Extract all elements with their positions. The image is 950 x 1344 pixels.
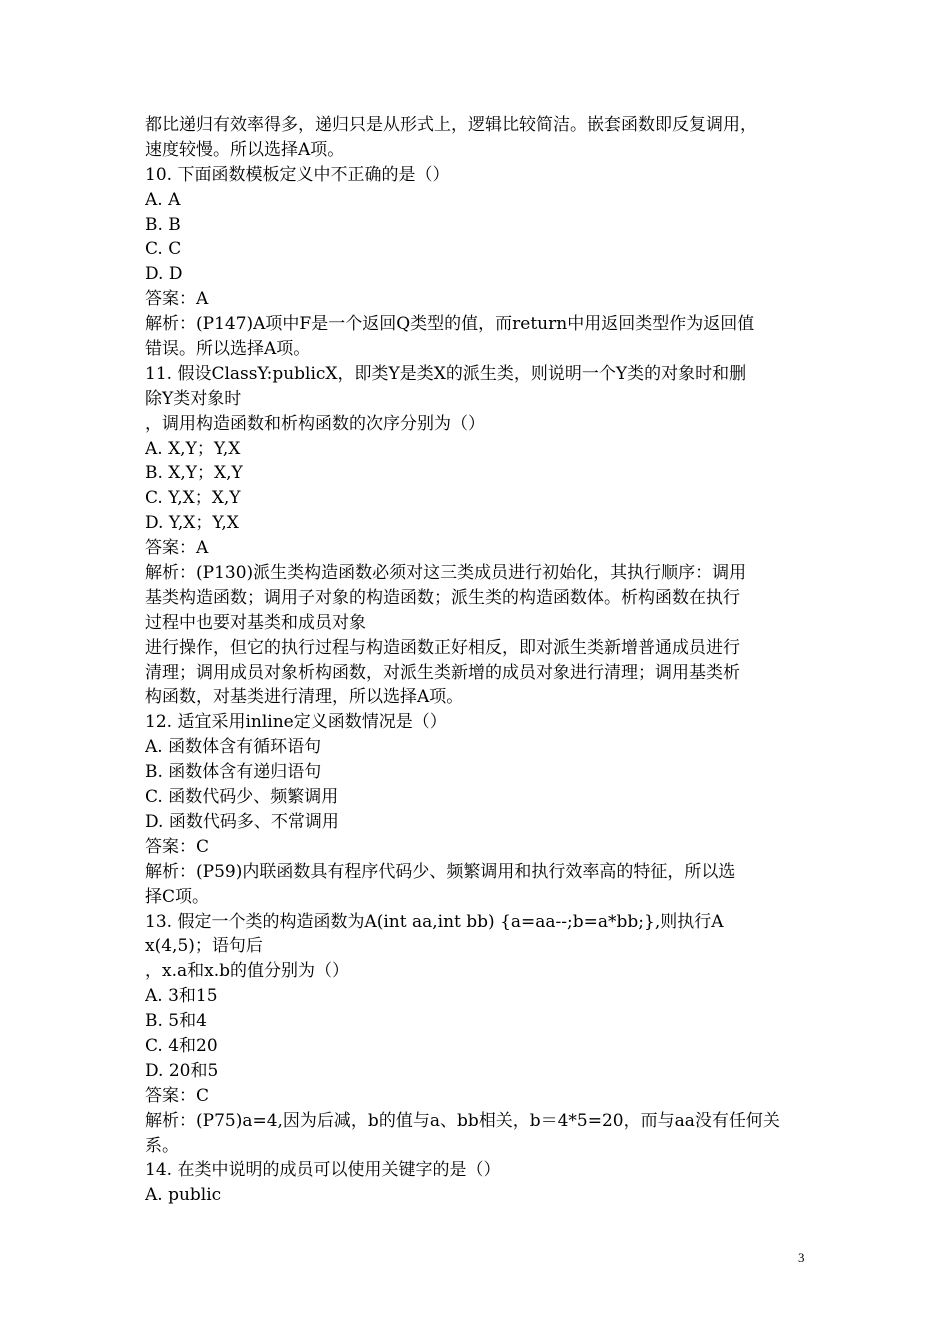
option-a: A. 3和15 [145, 986, 218, 1007]
explanation: 错误。所以选择A项。 [145, 339, 311, 360]
answer: 答案：C [145, 836, 210, 857]
explanation: 基类构造函数；调用子对象的构造函数；派生类的构造函数体。析构函数在执行 [145, 587, 740, 608]
option-a: A. 函数体含有循环语句 [145, 737, 322, 758]
answer: 答案：A [145, 538, 209, 559]
explanation: 系。 [145, 1135, 179, 1156]
answer: 答案：C [145, 1085, 210, 1106]
option-d: D. 函数代码多、不常调用 [145, 811, 339, 832]
option-a: A. public [145, 1185, 222, 1206]
explanation: 解析：(P130)派生类构造函数必须对这三类成员进行初始化，其执行顺序：调用 [145, 563, 747, 584]
explanation: 解析：(P59)内联函数具有程序代码少、频繁调用和执行效率高的特征，所以选 [145, 861, 736, 882]
page-content [145, 113, 810, 1208]
option-c: C. 4和20 [145, 1035, 218, 1056]
text-line: 速度较慢。所以选择A项。 [145, 139, 345, 160]
question-11: ，调用构造函数和析构函数的次序分别为（） [145, 413, 485, 434]
page-number: 3 [798, 1250, 805, 1265]
option-b: B. B [145, 214, 181, 235]
question-12: 12. 适宜采用inline定义函数情况是（） [145, 712, 447, 733]
explanation: 过程中也要对基类和成员对象 [145, 612, 366, 633]
option-d: D. D [145, 264, 183, 285]
option-b: B. 5和4 [145, 1011, 207, 1032]
question-13: 13. 假定一个类的构造函数为A(int aa,int bb) {a=aa--;b=a*bb;},则执行A [145, 911, 724, 932]
text-line: 都比递归有效率得多，递归只是从形式上，逻辑比较简洁。嵌套函数即反复调用， [145, 115, 757, 135]
option-a: A. A [145, 189, 181, 210]
explanation: 进行操作，但它的执行过程与构造函数正好相反，即对派生类新增普通成员进行 [145, 637, 740, 658]
option-b: B. X,Y；X,Y [145, 463, 243, 484]
option-d: D. 20和5 [145, 1060, 219, 1081]
question-13: ，x.a和x.b的值分别为（） [145, 961, 349, 982]
explanation: 清理；调用成员对象析构函数，对派生类新增的成员对象进行清理；调用基类析 [145, 662, 740, 683]
question-11: 11. 假设ClassY:publicX，即类Y是类X的派生类，则说明一个Y类的对象时和删 [145, 363, 747, 384]
question-11: 除Y类对象时 [145, 388, 242, 409]
question-13: x(4,5)；语句后 [145, 936, 263, 957]
option-c: C. C [145, 239, 182, 260]
explanation: 解析：(P75)a=4,因为后减，b的值与a、bb相关，b＝4*5=20，而与aa没有任何关 [145, 1110, 780, 1131]
question-14: 14. 在类中说明的成员可以使用关键字的是（） [145, 1160, 501, 1181]
option-d: D. Y,X；Y,X [145, 513, 239, 534]
answer: 答案：A [145, 289, 209, 310]
explanation: 择C项。 [145, 886, 210, 907]
option-c: C. 函数代码少、频繁调用 [145, 787, 339, 808]
explanation: 解析：(P147)A项中F是一个返回Q类型的值，而return中用返回类型作为返回值 [145, 314, 755, 335]
question-10: 10. 下面函数模板定义中不正确的是（） [145, 164, 450, 185]
option-b: B. 函数体含有递归语句 [145, 762, 322, 783]
option-c: C. Y,X；X,Y [145, 488, 241, 509]
explanation: 构函数，对基类进行清理，所以选择A项。 [145, 687, 464, 708]
option-a: A. X,Y；Y,X [145, 438, 241, 459]
